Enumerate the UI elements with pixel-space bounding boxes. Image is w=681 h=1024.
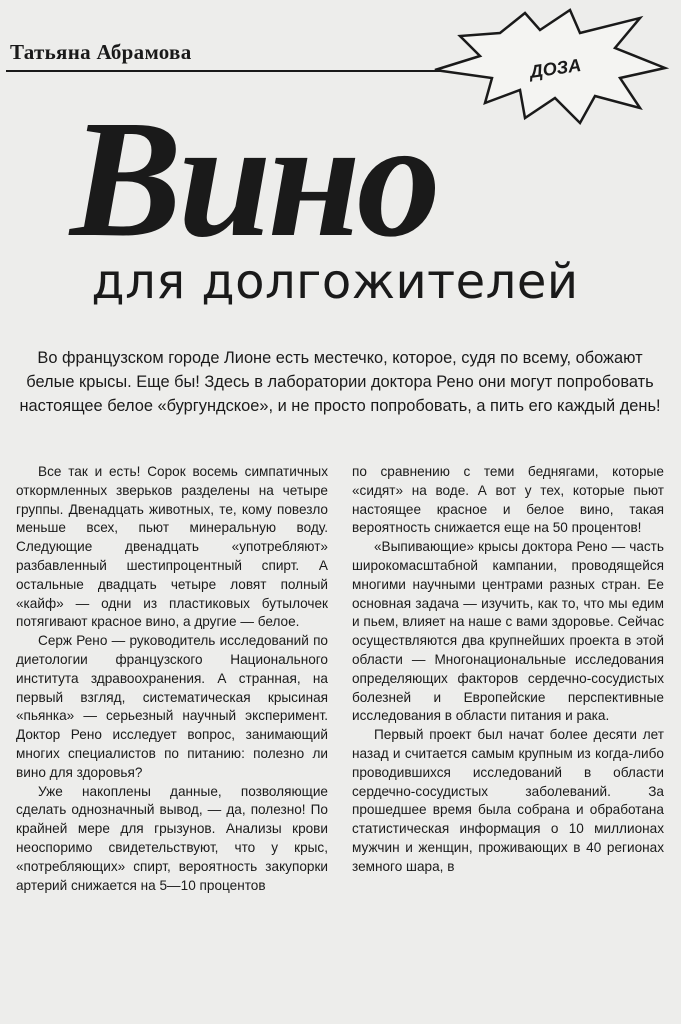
headline-sub: для долгожителей [91, 254, 579, 310]
lead-paragraph: Во французском городе Лионе есть местечко, которое, судя по всему, обожают белые крысы. Еще бы! Здесь в лаборатории доктора Рено они могут попробовать настоящее белое «бургундское», и не просто попробовать, а пить его каждый день! [19, 349, 661, 415]
rubric-label: ДОЗА [528, 54, 583, 82]
headline-main: Вино [70, 86, 437, 272]
paragraph: Уже накоплены данные, позволяющие сделать однозначный вывод, — да, полезно! По крайней мере для грызунов. Анализы крови неоспоримо свидетельствуют, что у крыс, «потребляющих» спирт, вероятность закупорки артерий снижается на 5—10 процентов [16, 783, 328, 893]
paragraph: Все так и есть! Сорок восемь симпатичных откормленных зверьков разделены на четыре группы. Двенадцать животных, те, кому повезло меньше всех, пьют минеральную воду. Следующие двенадцать «употребляют» разбавленный шестипроцентный спирт. А остальные двадцать четыре ловят полный «кайф» — одни из пластиковых бутылочек потягивают красное вино, а другие — белое. [16, 464, 328, 630]
author-name: Татьяна Абрамова [10, 40, 192, 64]
paragraph: Серж Рено — руководитель исследований по диетологии французского Национального института здравоохранения. А странная, на первый взгляд, систематическая крысиная «пьянка» — серьезный научный эксперимент. Доктор Рено исследует вопрос, занимающий многих специалистов по питанию: полезно ли вино для здоровья? [16, 633, 328, 780]
paragraph: по сравнению с теми беднягами, которые «сидят» на воде. А вот у тех, которые пьют настоящее красное и белое вино, такая вероятность снижается еще на 50 процентов! [352, 464, 664, 536]
rubric-starburst [430, 8, 670, 126]
article-column-right [352, 463, 664, 877]
article-column-left [16, 463, 328, 895]
paragraph: «Выпивающие» крысы доктора Рено — часть широкомасштабной кампании, проводящейся многими научными центрами разных стран. Ее основная задача — изучить, как то, что мы едим и пьем, влияет на наше с вами здоровье. Сейчас осуществляются два крупнейших проекта в этой области — Многонациональные исследования определяющих факторов сердечно-сосудистых болезней и Европейские перспективные исследования в области питания и рака. [352, 539, 664, 724]
paragraph: Первый проект был начат более десяти лет назад и считается самым крупным из когда-либо проводившихся исследований в области сердечно-сосудистых заболеваний. За прошедшее время была собрана и обработана статистическая информация о 10 миллионах мужчин и женщин, проживающих в 40 регионах земного шара, в [352, 727, 664, 874]
header-rule [6, 70, 476, 72]
